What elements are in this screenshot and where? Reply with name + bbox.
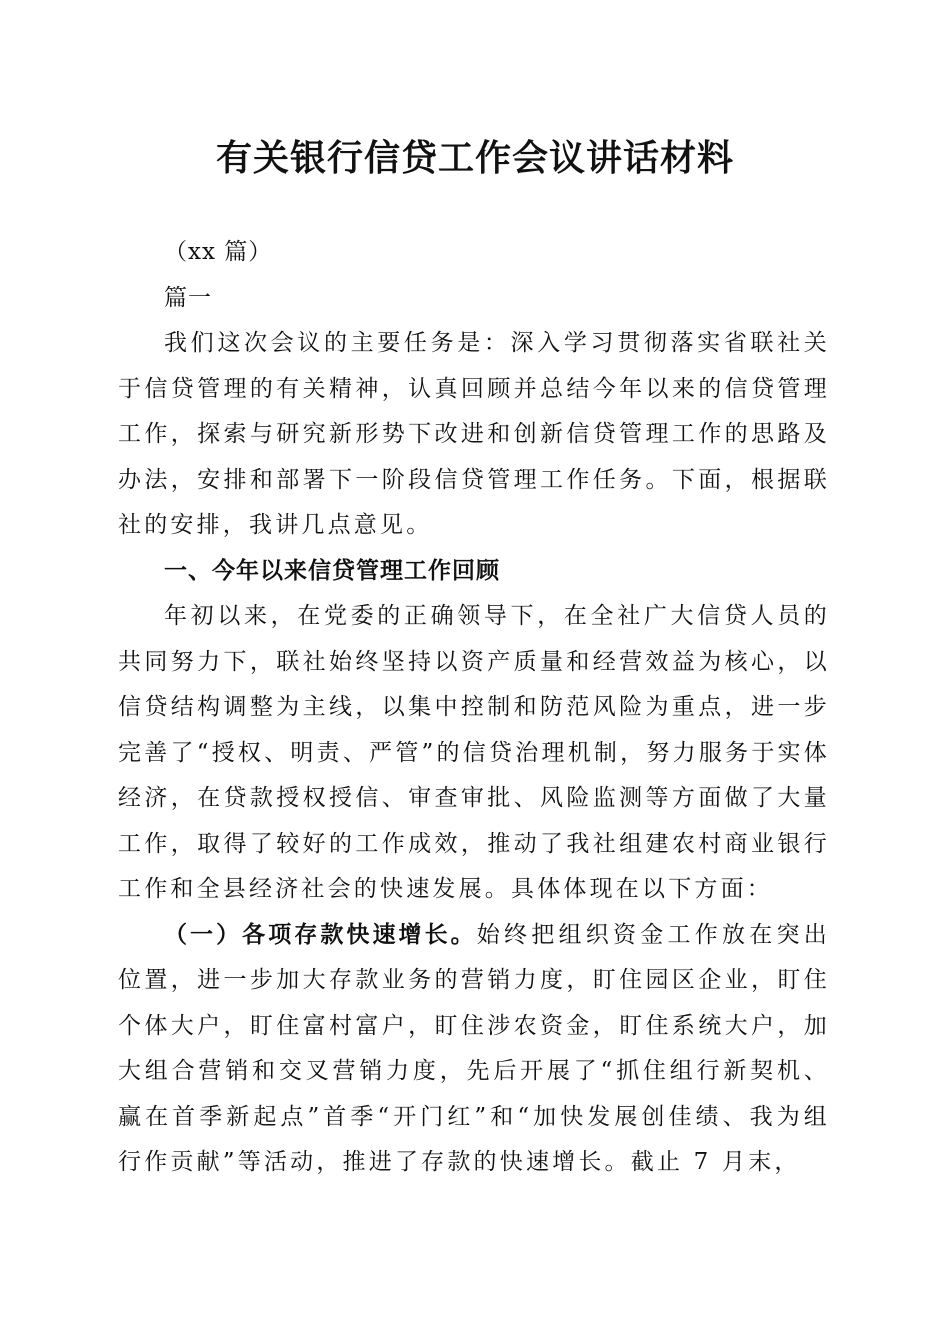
document-body	[118, 230, 830, 1186]
count-note: （xx 篇）	[164, 239, 273, 265]
intro-paragraph: 我们这次会议的主要任务是：深入学习贯彻落实省联社关于信贷管理的有关精神，认真回顾并总结今年以来的信贷管理工作，探索与研究新形势下改进和创新信贷管理工作的思路及办法，安排和部署下一阶段信贷管理工作任务。下面，根据联社的安排，我讲几点意见。	[118, 330, 830, 538]
review-paragraph: 年初以来，在党委的正确领导下，在全社广大信贷人员的共同努力下，联社始终坚持以资产质量和经营效益为核心，以信贷结构调整为主线，以集中控制和防范风险为重点，进一步完善了“授权、明责、严管”的信贷治理机制，努力服务于实体经济，在贷款授权授信、审查审批、风险监测等方面做了大量工作，取得了较好的工作成效，推动了我社组建农村商业银行工作和全县经济社会的快速发展。具体体现在以下方面：	[118, 603, 830, 902]
subsection-lead: （一）各项存款快速增长。	[164, 921, 477, 948]
part-label: 篇一	[164, 284, 212, 311]
subsection-paragraph	[118, 913, 830, 1186]
section-heading: 一、今年以来信贷管理工作回顾	[164, 557, 500, 584]
subsection-text: 始终把组织资金工作放在突出位置，进一步加大存款业务的营销力度，盯住园区企业，盯住个体大户，盯住富村富户，盯住涉农资金，盯住系统大户，加大组合营销和交叉营销力度，先后开展了“抓住组行新契机、赢在首季新起点”首季“开门红”和“加快发展创佳绩、我为组行作贡献”等活动，推进了存款的快速增长。截止 7 月末，	[118, 921, 830, 1175]
document-title: 有关银行信贷工作会议讲话材料	[215, 138, 734, 179]
